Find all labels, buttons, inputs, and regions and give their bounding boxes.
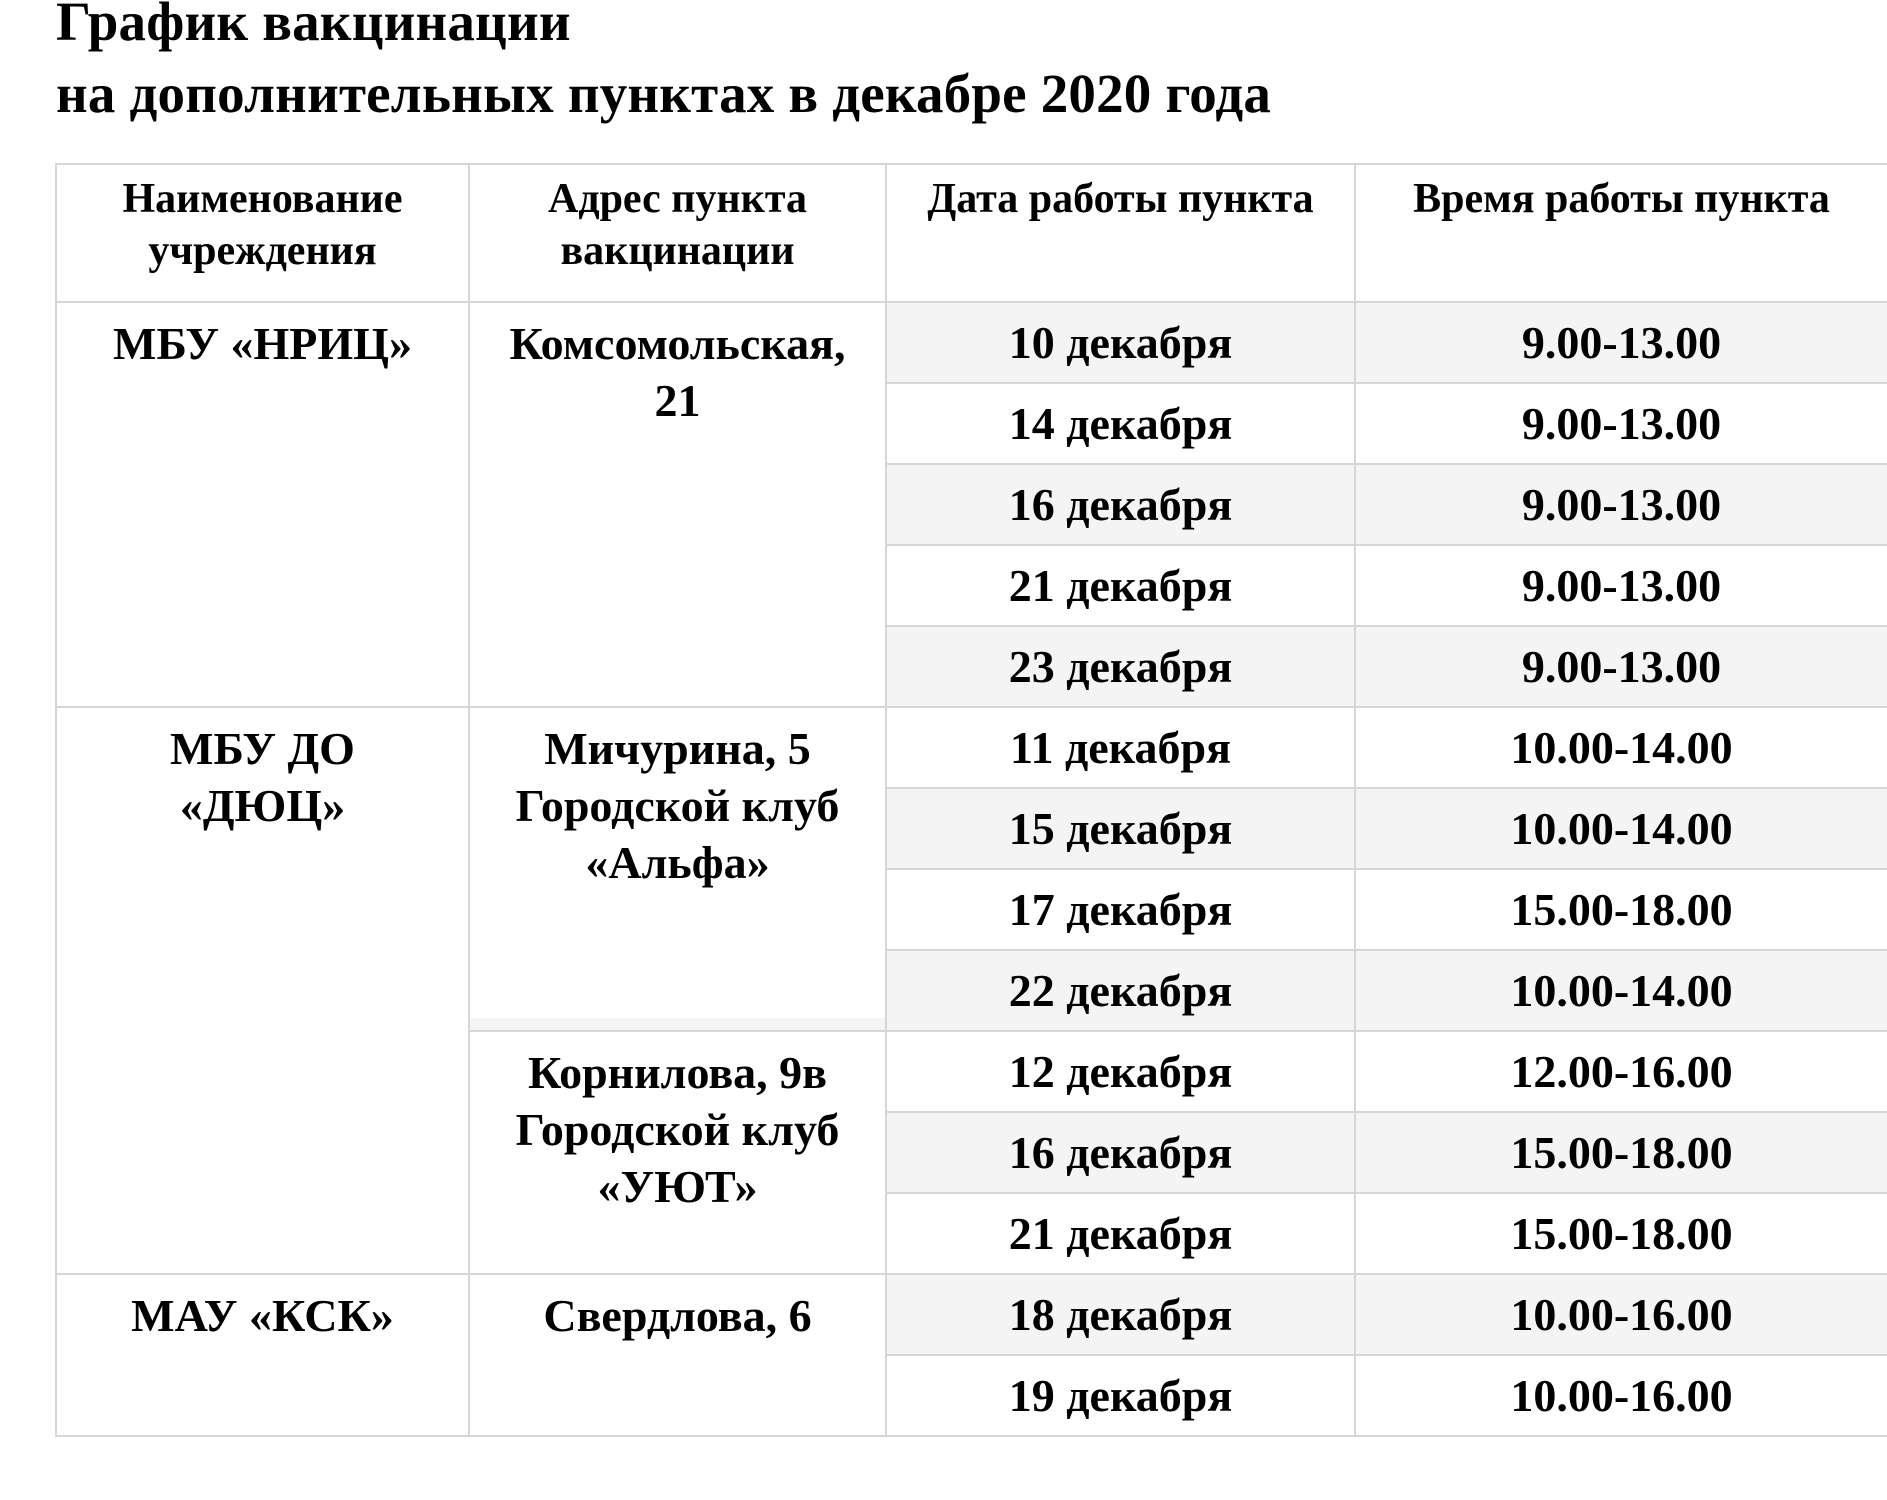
time-cell: 10.00-14.00 bbox=[1355, 707, 1887, 788]
time-cell: 9.00-13.00 bbox=[1355, 383, 1887, 464]
table-row bbox=[56, 707, 1887, 788]
date-cell: 16 декабря bbox=[886, 464, 1355, 545]
institution-name-cell: МАУ «КСК» bbox=[56, 1274, 469, 1436]
page-title bbox=[56, 0, 1271, 130]
vaccination-schedule-table bbox=[55, 163, 1887, 1437]
date-cell: 10 декабря bbox=[886, 302, 1355, 383]
date-cell: 23 декабря bbox=[886, 626, 1355, 707]
header-institution: Наименование учреждения bbox=[56, 164, 469, 302]
time-cell: 10.00-14.00 bbox=[1355, 950, 1887, 1031]
time-cell: 15.00-18.00 bbox=[1355, 1193, 1887, 1274]
address-cell: Корнилова, 9в Городской клуб «УЮТ» bbox=[469, 1031, 886, 1274]
title-line-2: на дополнительных пунктах в декабре 2020 года bbox=[56, 63, 1272, 124]
address-cell: Комсомольская, 21 bbox=[469, 302, 886, 707]
date-cell: 22 декабря bbox=[886, 950, 1355, 1031]
time-cell: 9.00-13.00 bbox=[1355, 464, 1887, 545]
time-cell: 10.00-14.00 bbox=[1355, 788, 1887, 869]
time-cell: 9.00-13.00 bbox=[1355, 545, 1887, 626]
date-cell: 17 декабря bbox=[886, 869, 1355, 950]
table-row bbox=[56, 302, 1887, 383]
date-cell: 11 декабря bbox=[886, 707, 1355, 788]
table-header-row bbox=[56, 164, 1887, 302]
date-cell: 21 декабря bbox=[886, 1193, 1355, 1274]
date-cell: 18 декабря bbox=[886, 1274, 1355, 1355]
time-cell: 12.00-16.00 bbox=[1355, 1031, 1887, 1112]
date-cell: 19 декабря bbox=[886, 1355, 1355, 1436]
date-cell: 15 декабря bbox=[886, 788, 1355, 869]
time-cell: 9.00-13.00 bbox=[1355, 302, 1887, 383]
address-cell: Свердлова, 6 bbox=[469, 1274, 886, 1436]
address-cell: Мичурина, 5 Городской клуб «Альфа» bbox=[469, 707, 886, 1031]
date-cell: 16 декабря bbox=[886, 1112, 1355, 1193]
header-address: Адрес пункта вакцинации bbox=[469, 164, 886, 302]
time-cell: 10.00-16.00 bbox=[1355, 1274, 1887, 1355]
time-cell: 10.00-16.00 bbox=[1355, 1355, 1887, 1436]
title-line-1: График вакцинации bbox=[56, 0, 571, 52]
header-date: Дата работы пункта bbox=[886, 164, 1355, 302]
time-cell: 15.00-18.00 bbox=[1355, 1112, 1887, 1193]
date-cell: 12 декабря bbox=[886, 1031, 1355, 1112]
header-time: Время работы пункта bbox=[1355, 164, 1887, 302]
date-cell: 14 декабря bbox=[886, 383, 1355, 464]
time-cell: 9.00-13.00 bbox=[1355, 626, 1887, 707]
time-cell: 15.00-18.00 bbox=[1355, 869, 1887, 950]
institution-name-cell: МБУ ДО «ДЮЦ» bbox=[56, 707, 469, 1274]
table-row bbox=[56, 1274, 1887, 1355]
institution-name-cell: МБУ «НРИЦ» bbox=[56, 302, 469, 707]
date-cell: 21 декабря bbox=[886, 545, 1355, 626]
